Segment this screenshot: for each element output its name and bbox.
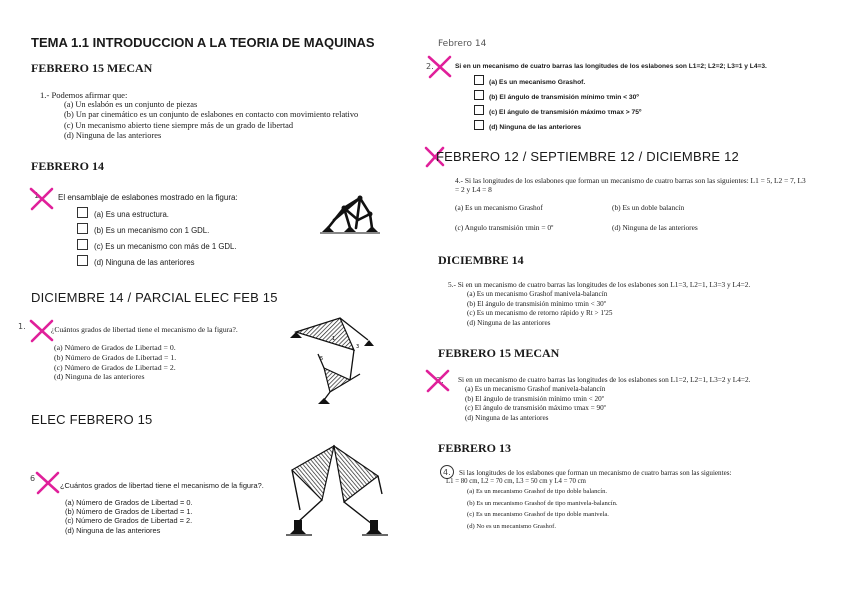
cross-mark-icon bbox=[424, 368, 452, 394]
checkbox[interactable] bbox=[474, 120, 484, 130]
section-title-elec-febrero-15: ELEC FEBRERO 15 bbox=[31, 412, 153, 427]
option-c: (c) Es un mecanismo Grashof de tipo doble manivela. bbox=[467, 511, 609, 518]
option-c: (c) Angulo transmisión τmin = 0º bbox=[455, 223, 554, 232]
option-b[interactable]: (b) El ángulo de transmisión mínimo τmin < 30º bbox=[474, 90, 641, 105]
section-title-diciembre-14: DICIEMBRE 14 bbox=[438, 253, 524, 267]
question-number: 6 bbox=[30, 474, 36, 483]
checkbox[interactable] bbox=[77, 223, 88, 234]
section-title-febrero-13: FEBRERO 13 bbox=[438, 441, 512, 455]
question-number: 2. bbox=[436, 376, 444, 385]
option-d: (d) Ninguna de las anteriores bbox=[65, 525, 161, 535]
section-title-febrero-14: FEBRERO 14 bbox=[31, 159, 105, 173]
option-a[interactable]: (a) Es un mecanismo Grashof. bbox=[474, 75, 641, 90]
question-number: 1. bbox=[34, 191, 42, 200]
mechanism-figure-elec15 bbox=[282, 440, 392, 540]
svg-text:5: 5 bbox=[320, 356, 324, 362]
checkbox[interactable] bbox=[474, 90, 484, 100]
option-c: (c) El ángulo de transmisión máximo τmax = 90º bbox=[465, 404, 606, 413]
question-text: Si en un mecanismo de cuatro barras las longitudes de los eslabones son L1=2; L2=2; L3=1 y L4=3. bbox=[455, 63, 767, 70]
question-text: Si en un mecanismo de cuatro barras las longitudes de los eslabones son L1=2, L2=1, L3=2 y L4=2. bbox=[458, 375, 751, 384]
option-d: (d) Ninguna de las anteriores bbox=[54, 372, 145, 382]
option-c: (c) Número de Grados de Libertad = 2. bbox=[65, 516, 193, 526]
option-b: (b) Número de Grados de Libertad = 1. bbox=[65, 507, 193, 517]
option-a: (a) Número de Grados de Libertad = 0. bbox=[54, 343, 176, 352]
options-list bbox=[465, 385, 606, 423]
question-text: ¿Cuántos grados de libertad tiene el mecanismo de la figura?. bbox=[51, 325, 238, 334]
option-d: (d) Ninguna de las anteriores bbox=[612, 223, 698, 232]
options-list bbox=[54, 343, 176, 382]
option-c: (c) Número de Grados de Libertad = 2. bbox=[54, 362, 176, 372]
option-a[interactable]: (a) Es una estructura. bbox=[77, 207, 237, 223]
checkbox[interactable] bbox=[474, 75, 484, 85]
option-c: (c) Es un mecanismo de retorno rápido y Rt > 1'25 bbox=[467, 309, 613, 318]
option-b[interactable]: (b) Es un mecanismo con 1 GDL. bbox=[77, 223, 237, 239]
option-b: (b) Es un mecanismo Grashof de tipo manivela-balancín. bbox=[467, 499, 618, 507]
options-list bbox=[474, 75, 641, 135]
options-list bbox=[467, 486, 618, 532]
option-b: (b) Es un doble balancín bbox=[612, 203, 685, 212]
option-a: (a) Es un mecanismo Grashof bbox=[455, 203, 543, 212]
option-c: (c) Un mecanismo abierto tiene siempre más de un grado de libertad bbox=[64, 120, 294, 130]
option-a: (a) Es un mecanismo Grashof manivela-balancín bbox=[467, 290, 608, 298]
checkbox[interactable] bbox=[77, 207, 88, 218]
section-title-febrero-15-mecan-right: FEBRERO 15 MECAN bbox=[438, 346, 560, 360]
handwritten-note: Febrero 14 bbox=[438, 39, 487, 49]
question-number: 4. bbox=[443, 468, 451, 477]
option-b: (b) Número de Grados de Libertad = 1. bbox=[54, 352, 177, 362]
question-text: 4.- Si las longitudes de los eslabones que forman un mecanismo de cuatro barras son las siguientes: L1 = 5, L2 = 7, L3 = 2 y L4 = 8 bbox=[455, 176, 806, 195]
question-text: El ensamblaje de eslabones mostrado en la figura: bbox=[58, 193, 238, 202]
question-lengths: L1 = 80 cm, L2 = 70 cm, L3 = 50 cm y L4 = 70 cm bbox=[446, 478, 586, 485]
options-list bbox=[64, 100, 358, 142]
question-text: 1.- Podemos afirmar que: bbox=[40, 90, 128, 100]
question-text: 5.- Si en un mecanismo de cuatro barras las longitudes de los eslabones son L1=3, L2=1, L3=3 y L4=2. bbox=[448, 280, 751, 289]
options-list bbox=[77, 207, 237, 271]
section-title-febrero-15-mecan: FEBRERO 15 MECAN bbox=[31, 61, 153, 75]
option-d: (d) Ninguna de las anteriores bbox=[467, 318, 551, 327]
options-list bbox=[65, 498, 193, 535]
option-b: (b) Un par cinemático es un conjunto de eslabones en contacto con movimiento relativo bbox=[64, 110, 359, 120]
question-text: ¿Cuántos grados de libertad tiene el mecanismo de la figura?. bbox=[60, 481, 264, 490]
option-c[interactable]: (c) Es un mecanismo con más de 1 GDL. bbox=[77, 239, 237, 255]
option-d: (d) Ninguna de las anteriores bbox=[465, 413, 549, 422]
question-number: 2. bbox=[426, 62, 434, 71]
cross-mark-icon bbox=[426, 54, 454, 80]
mechanism-figure-dic14 bbox=[284, 310, 384, 406]
svg-text:3: 3 bbox=[356, 344, 360, 350]
option-a: (a) Número de Grados de Libertad = 0. bbox=[65, 498, 193, 507]
options-list bbox=[467, 290, 612, 328]
option-a: (a) Es un mecanismo Grashof de tipo doble balancín. bbox=[467, 488, 608, 495]
cross-mark-icon bbox=[28, 186, 56, 212]
option-d: (d) No es un mecanismo Grashof. bbox=[467, 522, 556, 530]
option-d[interactable]: (d) Ninguna de las anteriores bbox=[474, 120, 641, 135]
checkbox[interactable] bbox=[474, 105, 484, 115]
section-title-diciembre-14-parcial: DICIEMBRE 14 / PARCIAL ELEC FEB 15 bbox=[31, 290, 278, 305]
question-number: 1. bbox=[18, 322, 26, 331]
mechanism-figure-assembly bbox=[320, 190, 380, 240]
option-a: (a) Es un mecanismo Grashof manivela-balancín bbox=[465, 385, 606, 393]
cross-mark-icon bbox=[34, 470, 62, 496]
section-title-febrero-12: FEBRERO 12 / SEPTIEMBRE 12 / DICIEMBRE 12 bbox=[436, 149, 739, 164]
option-c[interactable]: (c) El ángulo de transmisión máximo τmax > 75º bbox=[474, 105, 641, 120]
svg-text:1: 1 bbox=[332, 336, 336, 342]
option-a: (a) Un eslabón es un conjunto de piezas bbox=[64, 100, 198, 109]
option-d[interactable]: (d) Ninguna de las anteriores bbox=[77, 255, 237, 271]
question-text: Si las longitudes de los eslabones que forman un mecanismo de cuatro barras son las siguientes: bbox=[459, 469, 732, 477]
checkbox[interactable] bbox=[77, 239, 88, 250]
option-b: (b) El ángulo de transmisión mínimo τmin < 30º bbox=[467, 299, 606, 308]
checkbox[interactable] bbox=[77, 255, 88, 266]
option-b: (b) El ángulo de transmisión mínimo τmin < 20º bbox=[465, 394, 604, 403]
option-d: (d) Ninguna de las anteriores bbox=[64, 131, 162, 141]
page-title: TEMA 1.1 INTRODUCCION A LA TEORIA DE MAQUINAS bbox=[31, 35, 375, 50]
